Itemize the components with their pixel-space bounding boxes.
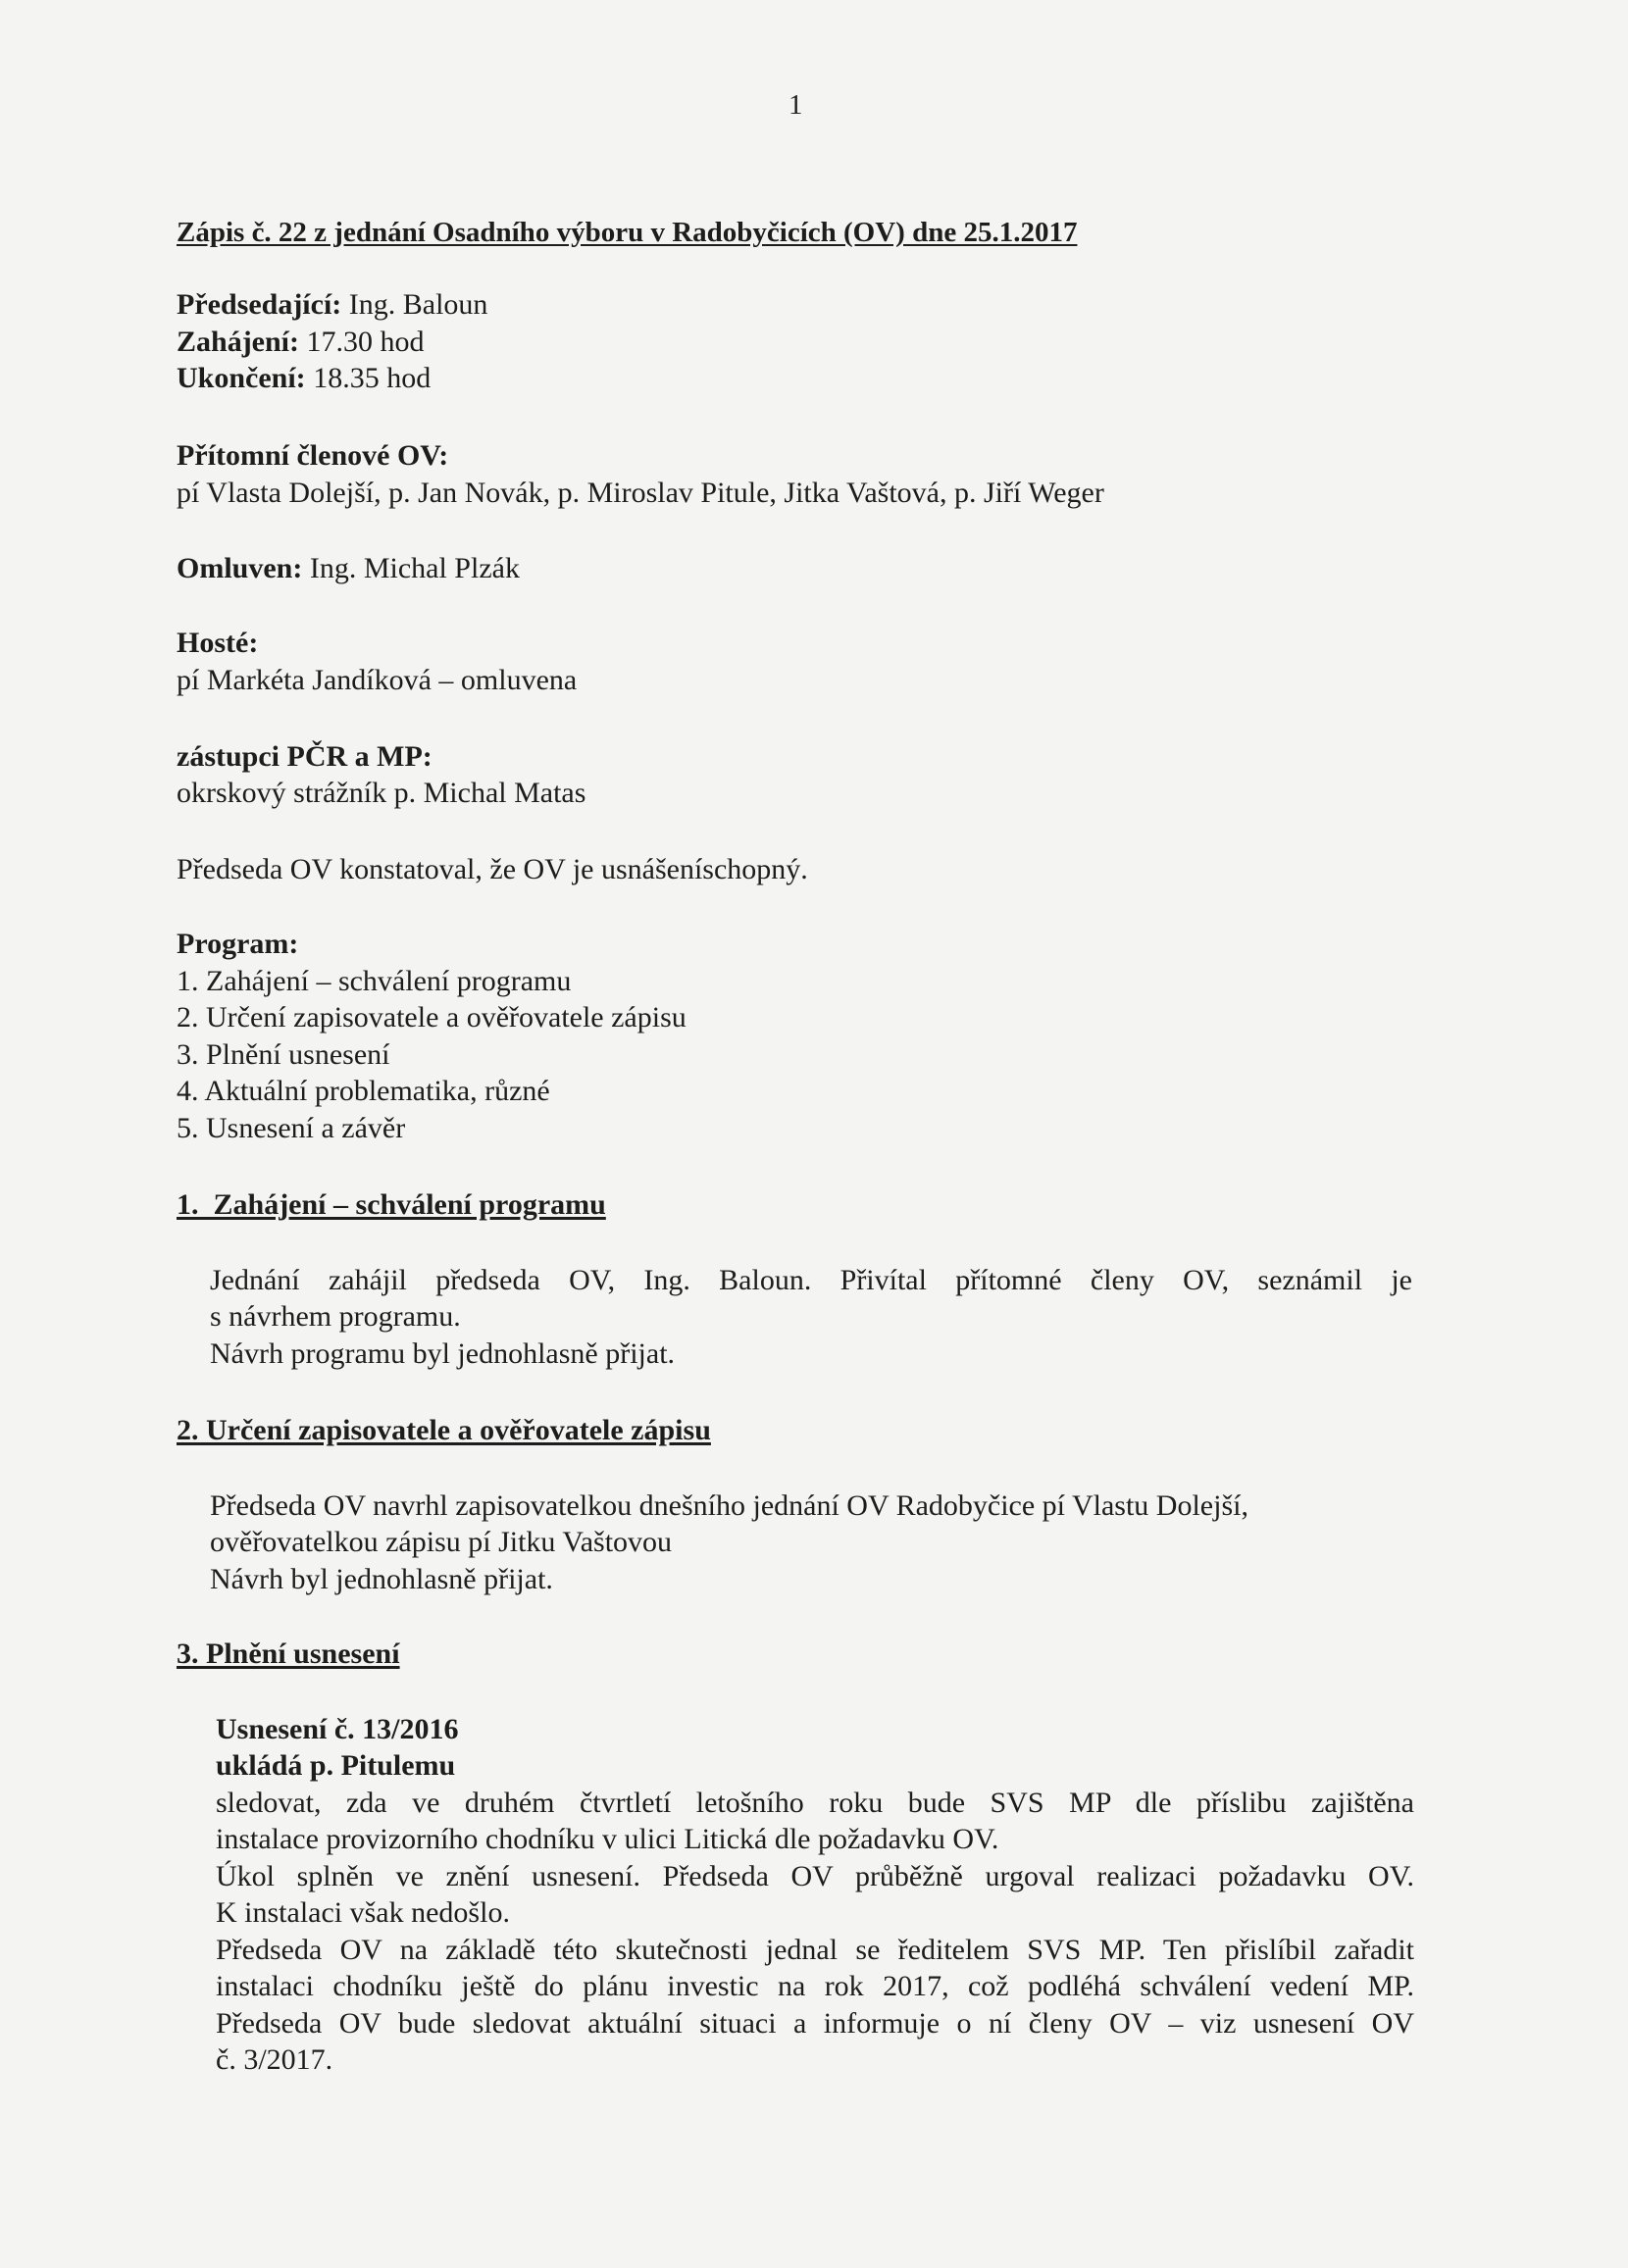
members-label: Přítomní členové OV: (177, 439, 449, 472)
resolution-title: Usnesení č. 13/2016 (216, 1713, 459, 1745)
end-value: 18.35 hod (313, 362, 432, 394)
section1-line: s návrhem programu. (210, 1300, 461, 1333)
program-label: Program: (177, 928, 299, 960)
excused-value: Ing. Michal Plzák (309, 552, 520, 584)
chair-line (177, 286, 487, 324)
section3-line: Předseda OV bude sledovat aktuální situaci a informuje o ní členy OV – viz usnesení OV (216, 2007, 1414, 2040)
guests-label: Hosté: (177, 627, 259, 659)
end-line (177, 360, 431, 397)
members-value: pí Vlasta Dolejší, p. Jan Novák, p. Miroslav Pitule, Jitka Vaštová, p. Jiří Weger (177, 477, 1104, 509)
police-value: okrskový strážník p. Michal Matas (177, 777, 586, 809)
section3-line: Úkol splněn ve znění usnesení. Předseda OV průběžně urgoval realizaci požadavku OV. (216, 1860, 1414, 1892)
section2-line: Předseda OV navrhl zapisovatelkou dnešního jednání OV Radobyčice pí Vlastu Dolejší, (210, 1489, 1248, 1522)
page-number: 1 (789, 89, 803, 121)
section3-line: sledovat, zda ve druhém čtvrtletí letošního roku bude SVS MP dle příslibu zajištěna (216, 1787, 1414, 1819)
section1-heading: 1. Zahájení – schválení programu (177, 1188, 606, 1221)
quorum-statement: Předseda OV konstatoval, že OV je usnášeníschopný. (177, 853, 808, 885)
document-title: Zápis č. 22 z jednání Osadního výboru v Radobyčicích (OV) dne 25.1.2017 (177, 217, 1078, 248)
start-value: 17.30 hod (306, 326, 425, 358)
program-item: 3. Plnění usnesení (177, 1038, 390, 1071)
program-item: 5. Usnesení a závěr (177, 1112, 406, 1144)
section3-line: instalace provizorního chodníku v ulici Litická dle požadavku OV. (216, 1823, 999, 1855)
section3-line: K instalaci však nedošlo. (216, 1896, 510, 1929)
resolution-assignee: ukládá p. Pitulemu (216, 1749, 456, 1782)
guests-value: pí Markéta Jandíková – omluvena (177, 664, 578, 696)
section3-line: č. 3/2017. (216, 2043, 333, 2076)
section2-heading: 2. Určení zapisovatele a ověřovatele zápisu (177, 1414, 711, 1446)
section2-line: ověřovatelkou zápisu pí Jitku Vaštovou (210, 1526, 673, 1558)
start-line (177, 324, 425, 361)
police-label: zástupci PČR a MP: (177, 740, 432, 773)
program-item: 2. Určení zapisovatele a ověřovatele zápisu (177, 1001, 687, 1033)
excused-label: Omluven: (177, 552, 303, 584)
chair-label: Předsedající: (177, 288, 342, 321)
section3-line: Předseda OV na základě této skutečnosti jednal se ředitelem SVS MP. Ten přislíbil zařadit (216, 1934, 1414, 1966)
section3-heading: 3. Plnění usnesení (177, 1638, 400, 1670)
section1-line: Návrh programu byl jednohlasně přijat. (210, 1337, 676, 1370)
start-label: Zahájení: (177, 326, 300, 358)
section2-line: Návrh byl jednohlasně přijat. (210, 1563, 553, 1595)
end-label: Ukončení: (177, 362, 306, 394)
section1-line: Jednání zahájil předseda OV, Ing. Baloun. Přivítal přítomné členy OV, seznámil je (210, 1264, 1412, 1296)
chair-value: Ing. Baloun (348, 288, 488, 321)
excused-line (177, 550, 520, 587)
program-item: 4. Aktuální problematika, různé (177, 1075, 550, 1107)
program-item: 1. Zahájení – schválení programu (177, 965, 572, 997)
section3-line: instalaci chodníku ještě do plánu investic na rok 2017, což podléhá schválení vedení MP. (216, 1970, 1414, 2002)
